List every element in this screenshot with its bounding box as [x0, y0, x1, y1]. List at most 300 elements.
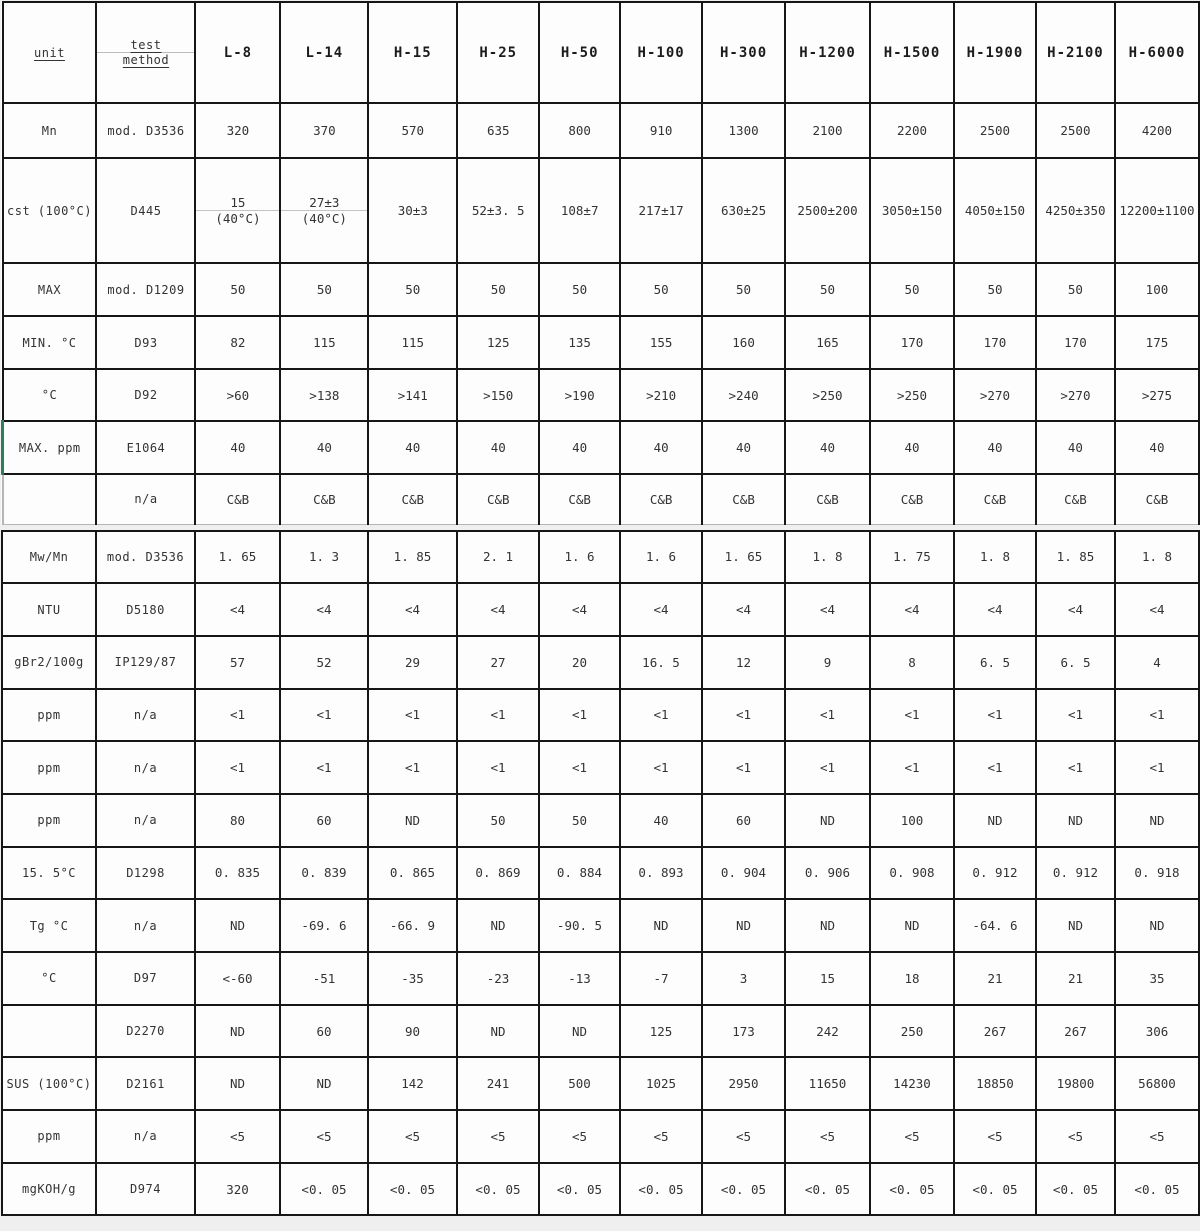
value-cell: 800	[539, 103, 620, 158]
value-cell: 0. 906	[785, 847, 870, 900]
value-cell: >138	[280, 369, 368, 421]
value-cell: C&B	[1115, 474, 1199, 524]
value-cell: 170	[954, 316, 1036, 369]
value-cell: ND	[457, 1005, 539, 1058]
row-method-cell: D2161	[96, 1057, 195, 1110]
value-cell: >190	[539, 369, 620, 421]
value-cell: 9	[785, 636, 870, 689]
value-cell: ND	[539, 1005, 620, 1058]
value-cell: ND	[368, 794, 457, 847]
value-cell: 1. 8	[785, 531, 870, 584]
value-cell: 125	[457, 316, 539, 369]
value-cell: <1	[368, 741, 457, 794]
table-row	[2, 689, 1199, 742]
product-header-H-1500: H-1500	[870, 2, 954, 103]
value-cell: <0. 05	[954, 1163, 1036, 1216]
value-cell: <-60	[195, 952, 280, 1005]
value-cell: <0. 05	[620, 1163, 702, 1216]
product-header-H-1200: H-1200	[785, 2, 870, 103]
table-row	[2, 952, 1199, 1005]
value-cell: 1. 65	[702, 531, 785, 584]
value-cell: 56800	[1115, 1057, 1199, 1110]
value-cell: -23	[457, 952, 539, 1005]
row-unit-cell: ppm	[2, 689, 96, 742]
value-cell: 80	[195, 794, 280, 847]
value-cell: <1	[539, 689, 620, 742]
value-cell: C&B	[195, 474, 280, 524]
value-cell: 4050±150	[954, 158, 1036, 263]
value-cell: <0. 05	[1115, 1163, 1199, 1216]
value-cell: <0. 05	[539, 1163, 620, 1216]
value-cell: 0. 918	[1115, 847, 1199, 900]
value-cell: <1	[702, 689, 785, 742]
product-header-H-6000: H-6000	[1115, 2, 1199, 103]
value-cell: 0. 884	[539, 847, 620, 900]
table-row	[2, 847, 1199, 900]
value-cell: 135	[539, 316, 620, 369]
table-row	[2, 741, 1199, 794]
value-cell: <5	[785, 1110, 870, 1163]
value-cell: 155	[620, 316, 702, 369]
value-cell: 50	[539, 794, 620, 847]
value-cell: 90	[368, 1005, 457, 1058]
value-cell: 60	[280, 1005, 368, 1058]
value-cell: C&B	[954, 474, 1036, 524]
value-cell: <5	[870, 1110, 954, 1163]
value-cell: 267	[954, 1005, 1036, 1058]
spec-table-upper	[1, 1, 1200, 525]
value-cell: 142	[368, 1057, 457, 1110]
row-unit-cell: ppm	[2, 1110, 96, 1163]
value-cell: 3	[702, 952, 785, 1005]
value-cell: 630±25	[702, 158, 785, 263]
value-cell: -35	[368, 952, 457, 1005]
value-cell: 50	[785, 263, 870, 316]
value-cell: <4	[280, 583, 368, 636]
value-cell: 100	[870, 794, 954, 847]
value-cell: 108±7	[539, 158, 620, 263]
value-cell	[195, 158, 280, 263]
value-cell: 160	[702, 316, 785, 369]
value-cell: <5	[1115, 1110, 1199, 1163]
row-unit-cell: MIN. °C	[3, 316, 97, 369]
value-cell: 0. 912	[954, 847, 1036, 900]
value-cell: <1	[457, 741, 539, 794]
value-cell: 15	[785, 952, 870, 1005]
value-cell: 1. 65	[195, 531, 280, 584]
value-cell: 50	[620, 263, 702, 316]
value-cell: <1	[954, 741, 1036, 794]
value-cell: ND	[1115, 899, 1199, 952]
value-cell: 2500	[1036, 103, 1115, 158]
value-cell: ND	[280, 1057, 368, 1110]
value-cell: 2500±200	[785, 158, 870, 263]
value-cell: 306	[1115, 1005, 1199, 1058]
value-cell: 21	[954, 952, 1036, 1005]
value-cell: >141	[368, 369, 457, 421]
value-cell: 570	[368, 103, 457, 158]
value-cell: <1	[1115, 741, 1199, 794]
value-cell: 2500	[954, 103, 1036, 158]
value-cell: 12	[702, 636, 785, 689]
table-row	[2, 636, 1199, 689]
value-cell: C&B	[702, 474, 785, 524]
value-cell: ND	[785, 899, 870, 952]
value-cell: 2200	[870, 103, 954, 158]
value-cell: <1	[195, 741, 280, 794]
value-cell: >250	[870, 369, 954, 421]
split-value-top: 15	[196, 195, 279, 211]
table-row	[2, 1110, 1199, 1163]
value-cell: 115	[280, 316, 368, 369]
value-cell: <4	[457, 583, 539, 636]
value-cell: 11650	[785, 1057, 870, 1110]
value-cell: 4200	[1115, 103, 1199, 158]
spec-table-lower	[1, 530, 1200, 1217]
row-method-cell: n/a	[96, 1110, 195, 1163]
value-cell: 50	[870, 263, 954, 316]
value-cell: <4	[539, 583, 620, 636]
value-cell: <1	[195, 689, 280, 742]
split-value-top: 27±3	[281, 195, 367, 211]
value-cell: 27	[457, 636, 539, 689]
table-row	[2, 583, 1199, 636]
product-header-L-8: L-8	[195, 2, 280, 103]
row-unit-cell	[2, 1005, 96, 1058]
row-unit-cell: gBr2/100g	[2, 636, 96, 689]
value-cell: 40	[280, 421, 368, 474]
split-value	[196, 195, 279, 226]
value-cell: >150	[457, 369, 539, 421]
value-cell: C&B	[368, 474, 457, 524]
value-cell: 40	[1115, 421, 1199, 474]
value-cell: 1300	[702, 103, 785, 158]
value-cell: 370	[280, 103, 368, 158]
value-cell: <1	[1036, 741, 1115, 794]
table-row	[2, 794, 1199, 847]
value-cell: 18	[870, 952, 954, 1005]
value-cell: 1025	[620, 1057, 702, 1110]
value-cell: <1	[785, 741, 870, 794]
value-cell: <0. 05	[368, 1163, 457, 1216]
value-cell: 250	[870, 1005, 954, 1058]
value-cell: 100	[1115, 263, 1199, 316]
product-header-H-2100: H-2100	[1036, 2, 1115, 103]
row-unit-cell: SUS (100°C)	[2, 1057, 96, 1110]
value-cell: 60	[702, 794, 785, 847]
row-unit-cell: °C	[3, 369, 97, 421]
value-cell: 40	[620, 421, 702, 474]
value-cell: 500	[539, 1057, 620, 1110]
spec-table-upper-body	[3, 2, 1200, 524]
value-cell: <0. 05	[280, 1163, 368, 1216]
value-cell: 1. 85	[368, 531, 457, 584]
value-cell: 2950	[702, 1057, 785, 1110]
value-cell: 115	[368, 316, 457, 369]
product-header-H-50: H-50	[539, 2, 620, 103]
row-unit-cell: mgKOH/g	[2, 1163, 96, 1216]
value-cell: 217±17	[620, 158, 702, 263]
row-method-cell: n/a	[96, 741, 195, 794]
value-cell: 0. 839	[280, 847, 368, 900]
value-cell: <1	[368, 689, 457, 742]
value-cell: <4	[785, 583, 870, 636]
value-cell: 2. 1	[457, 531, 539, 584]
value-cell: 14230	[870, 1057, 954, 1110]
value-cell: 19800	[1036, 1057, 1115, 1110]
table-row	[2, 899, 1199, 952]
row-method-cell: mod. D3536	[96, 531, 195, 584]
table-row	[2, 1005, 1199, 1058]
value-cell: ND	[620, 899, 702, 952]
value-cell: 50	[457, 263, 539, 316]
value-cell: <5	[195, 1110, 280, 1163]
value-cell: 1. 85	[1036, 531, 1115, 584]
value-cell: ND	[1115, 794, 1199, 847]
value-cell: 0. 835	[195, 847, 280, 900]
value-cell: 0. 904	[702, 847, 785, 900]
row-method-cell: D445	[96, 158, 195, 263]
value-cell: 910	[620, 103, 702, 158]
value-cell: 40	[870, 421, 954, 474]
row-method-cell: E1064	[96, 421, 195, 474]
value-cell: 0. 865	[368, 847, 457, 900]
split-value	[281, 195, 367, 226]
value-cell: ND	[870, 899, 954, 952]
value-cell: 50	[539, 263, 620, 316]
value-cell: 165	[785, 316, 870, 369]
table-row	[3, 421, 1200, 474]
value-cell: 1. 75	[870, 531, 954, 584]
value-cell: <4	[702, 583, 785, 636]
value-cell: <1	[870, 741, 954, 794]
value-cell: <1	[280, 741, 368, 794]
page	[0, 1, 1200, 1231]
row-unit-cell: 15. 5°C	[2, 847, 96, 900]
value-cell: ND	[954, 794, 1036, 847]
row-unit-cell: Mn	[3, 103, 97, 158]
value-cell: 1. 3	[280, 531, 368, 584]
test-header-label: test	[130, 38, 162, 52]
value-cell: 0. 912	[1036, 847, 1115, 900]
table-row	[3, 474, 1200, 524]
value-cell: <1	[785, 689, 870, 742]
value-cell: C&B	[785, 474, 870, 524]
value-cell: <5	[280, 1110, 368, 1163]
value-cell: <0. 05	[1036, 1163, 1115, 1216]
value-cell: 82	[195, 316, 280, 369]
value-cell: 1. 8	[954, 531, 1036, 584]
table-row	[2, 1057, 1199, 1110]
unit-header-cell	[3, 2, 97, 103]
product-header-L-14: L-14	[280, 2, 368, 103]
product-header-H-300: H-300	[702, 2, 785, 103]
value-cell: 241	[457, 1057, 539, 1110]
value-cell: >270	[954, 369, 1036, 421]
row-method-cell: IP129/87	[96, 636, 195, 689]
value-cell: <1	[620, 689, 702, 742]
value-cell: <1	[702, 741, 785, 794]
row-unit-cell: NTU	[2, 583, 96, 636]
value-cell: 50	[1036, 263, 1115, 316]
value-cell: -7	[620, 952, 702, 1005]
value-cell: ND	[195, 899, 280, 952]
value-cell: -90. 5	[539, 899, 620, 952]
value-cell: 50	[368, 263, 457, 316]
value-cell	[280, 158, 368, 263]
row-unit-cell: ppm	[2, 741, 96, 794]
table-row	[3, 103, 1200, 158]
value-cell: 1. 8	[1115, 531, 1199, 584]
spec-table-lower-body	[2, 531, 1199, 1216]
row-method-cell: D2270	[96, 1005, 195, 1058]
value-cell: C&B	[280, 474, 368, 524]
value-cell: 170	[1036, 316, 1115, 369]
value-cell: 125	[620, 1005, 702, 1058]
row-method-cell: D92	[96, 369, 195, 421]
value-cell: <1	[870, 689, 954, 742]
value-cell: 50	[195, 263, 280, 316]
value-cell: <5	[368, 1110, 457, 1163]
value-cell: 4	[1115, 636, 1199, 689]
test-method-header-cell	[96, 2, 195, 103]
value-cell: <5	[539, 1110, 620, 1163]
value-cell: 40	[457, 421, 539, 474]
value-cell: ND	[702, 899, 785, 952]
value-cell: 8	[870, 636, 954, 689]
value-cell: <0. 05	[870, 1163, 954, 1216]
value-cell: >60	[195, 369, 280, 421]
value-cell: 40	[702, 421, 785, 474]
row-unit-cell: Tg °C	[2, 899, 96, 952]
value-cell: >270	[1036, 369, 1115, 421]
value-cell: ND	[1036, 899, 1115, 952]
value-cell: <4	[620, 583, 702, 636]
row-unit-cell: ppm	[2, 794, 96, 847]
value-cell: >250	[785, 369, 870, 421]
value-cell: 635	[457, 103, 539, 158]
method-header-label: method	[122, 53, 170, 67]
value-cell: 0. 869	[457, 847, 539, 900]
value-cell: 21	[1036, 952, 1115, 1005]
value-cell: >240	[702, 369, 785, 421]
row-method-cell: D93	[96, 316, 195, 369]
value-cell: <4	[870, 583, 954, 636]
value-cell: <5	[1036, 1110, 1115, 1163]
value-cell: <1	[457, 689, 539, 742]
product-header-H-15: H-15	[368, 2, 457, 103]
value-cell: 40	[620, 794, 702, 847]
value-cell: 40	[368, 421, 457, 474]
row-unit-cell	[3, 474, 97, 524]
value-cell: <5	[457, 1110, 539, 1163]
value-cell: <4	[368, 583, 457, 636]
row-method-cell: n/a	[96, 794, 195, 847]
value-cell: <1	[620, 741, 702, 794]
table-row	[2, 531, 1199, 584]
value-cell: C&B	[870, 474, 954, 524]
value-cell: ND	[457, 899, 539, 952]
value-cell: 170	[870, 316, 954, 369]
value-cell: 0. 893	[620, 847, 702, 900]
value-cell: <1	[954, 689, 1036, 742]
value-cell: 173	[702, 1005, 785, 1058]
value-cell: <5	[620, 1110, 702, 1163]
row-method-cell: mod. D1209	[96, 263, 195, 316]
value-cell: 1. 6	[620, 531, 702, 584]
value-cell: <4	[1036, 583, 1115, 636]
table-row	[3, 369, 1200, 421]
value-cell: <0. 05	[785, 1163, 870, 1216]
value-cell: ND	[195, 1057, 280, 1110]
row-method-cell: n/a	[96, 474, 195, 524]
value-cell: -51	[280, 952, 368, 1005]
value-cell: <5	[702, 1110, 785, 1163]
value-cell: 242	[785, 1005, 870, 1058]
value-cell: C&B	[539, 474, 620, 524]
product-header-H-25: H-25	[457, 2, 539, 103]
value-cell: 40	[785, 421, 870, 474]
row-method-cell: D1298	[96, 847, 195, 900]
value-cell: 3050±150	[870, 158, 954, 263]
table-row	[3, 158, 1200, 263]
row-unit-cell: cst (100°C)	[3, 158, 97, 263]
row-method-cell: n/a	[96, 899, 195, 952]
value-cell: >210	[620, 369, 702, 421]
value-cell: <1	[280, 689, 368, 742]
value-cell: C&B	[1036, 474, 1115, 524]
value-cell: <1	[1115, 689, 1199, 742]
product-header-H-1900: H-1900	[954, 2, 1036, 103]
value-cell: ND	[785, 794, 870, 847]
value-cell: -13	[539, 952, 620, 1005]
value-cell: 60	[280, 794, 368, 847]
value-cell: 267	[1036, 1005, 1115, 1058]
value-cell: 175	[1115, 316, 1199, 369]
value-cell: 52	[280, 636, 368, 689]
value-cell: <5	[954, 1110, 1036, 1163]
table-row	[3, 316, 1200, 369]
header-row	[3, 2, 1200, 103]
row-method-cell: D5180	[96, 583, 195, 636]
split-value-bottom: (40°C)	[301, 211, 347, 226]
value-cell: 4250±350	[1036, 158, 1115, 263]
split-value-bottom: (40°C)	[215, 211, 261, 226]
value-cell: -64. 6	[954, 899, 1036, 952]
row-unit-cell: Mw/Mn	[2, 531, 96, 584]
row-method-cell: mod. D3536	[96, 103, 195, 158]
value-cell: 6. 5	[1036, 636, 1115, 689]
value-cell: 40	[954, 421, 1036, 474]
value-cell: <0. 05	[702, 1163, 785, 1216]
value-cell: <4	[1115, 583, 1199, 636]
value-cell: 40	[1036, 421, 1115, 474]
value-cell: <0. 05	[457, 1163, 539, 1216]
table-row	[2, 1163, 1199, 1216]
value-cell: -69. 6	[280, 899, 368, 952]
value-cell: 40	[539, 421, 620, 474]
value-cell: 0. 908	[870, 847, 954, 900]
row-method-cell: n/a	[96, 689, 195, 742]
value-cell: 1. 6	[539, 531, 620, 584]
value-cell: 52±3. 5	[457, 158, 539, 263]
value-cell: 50	[954, 263, 1036, 316]
value-cell: 320	[195, 103, 280, 158]
value-cell: 40	[195, 421, 280, 474]
value-cell: 18850	[954, 1057, 1036, 1110]
value-cell: 20	[539, 636, 620, 689]
value-cell: 35	[1115, 952, 1199, 1005]
